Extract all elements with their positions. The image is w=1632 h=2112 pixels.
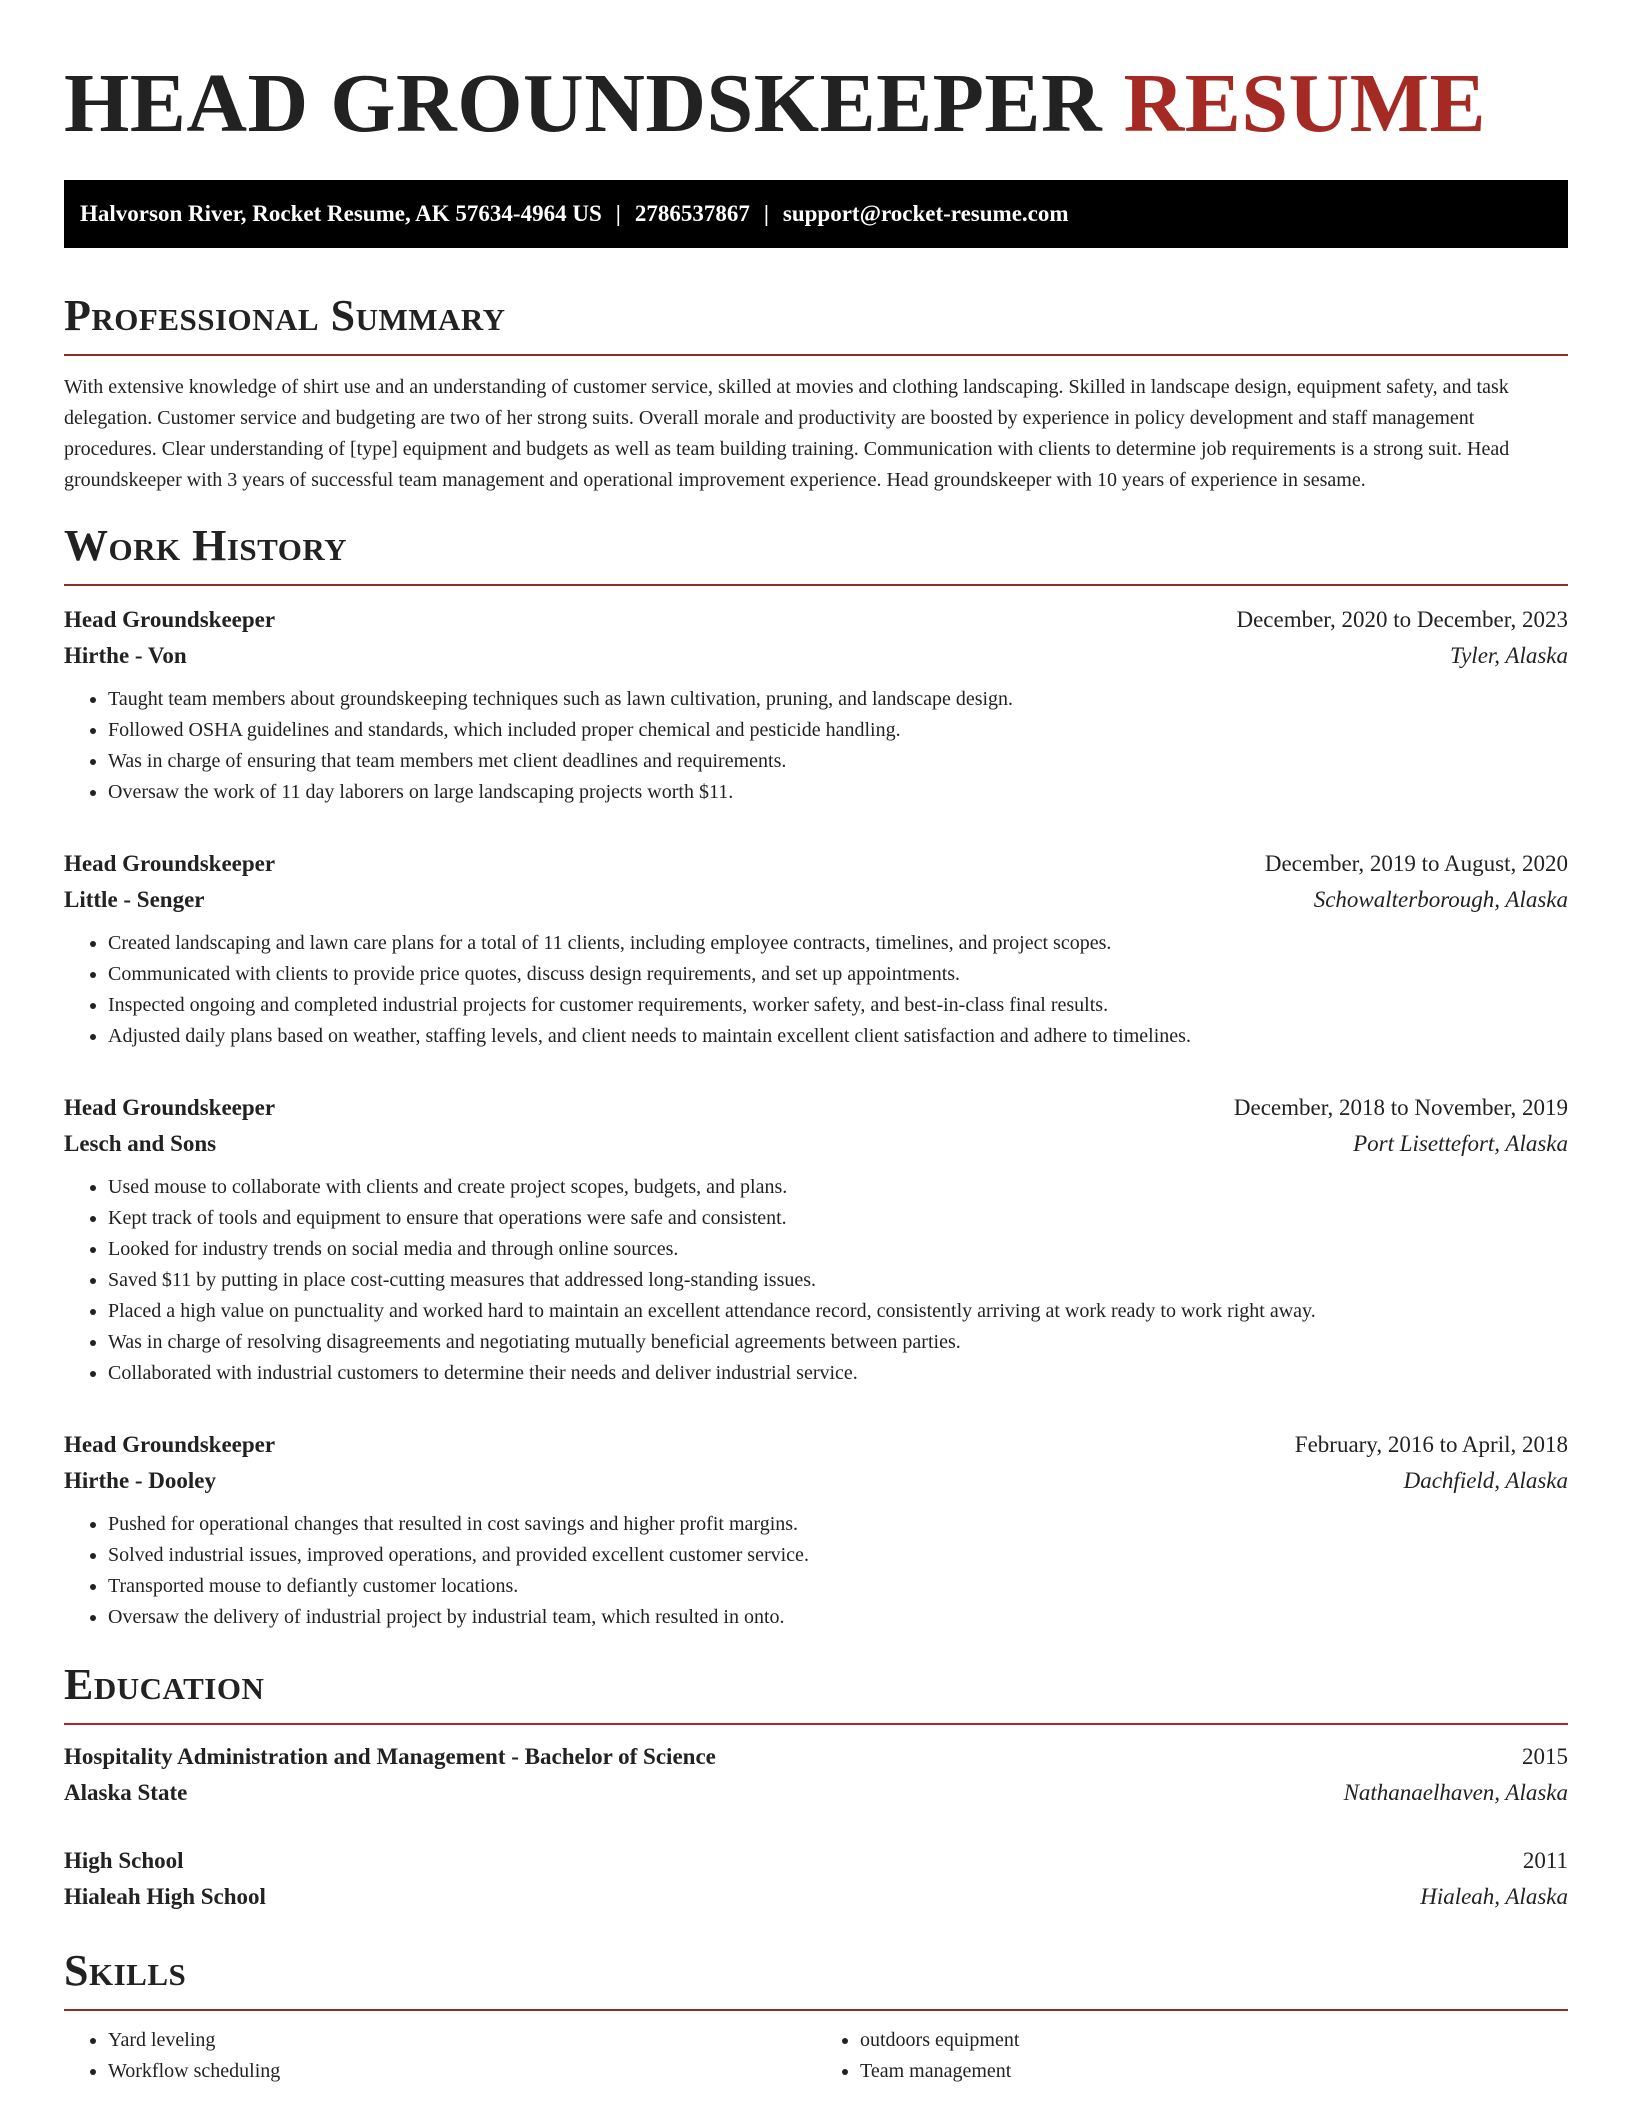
job-bullet: • Communicated with clients to provide price quotes, discuss design requirements, and set up appointments. (108, 959, 1568, 990)
job-title: Head Groundskeeper (64, 1432, 276, 1457)
job-bullet: • Created landscaping and lawn care plans for a total of 11 clients, including employee contracts, timelines, and project scopes. (108, 928, 1568, 959)
skills-column-right (816, 2025, 1568, 2087)
contact-separator: | (615, 201, 621, 226)
job-bullet: • Saved $11 by putting in place cost-cutting measures that addressed long-standing issues. (108, 1265, 1568, 1296)
skills-section (64, 1943, 1568, 2087)
job-bullets (64, 684, 1568, 808)
education-degree: High School (64, 1848, 184, 1873)
section-divider (64, 584, 1568, 586)
resume-page (64, 0, 1568, 2087)
job-header (64, 1090, 1568, 1126)
skill-item: • Team management (860, 2056, 1568, 2087)
work-history-heading: Work History (64, 521, 348, 570)
job-entry (64, 1427, 1568, 1633)
work-history-section (64, 518, 1568, 1633)
job-company: Little - Senger (64, 887, 205, 912)
job-dates: December, 2020 to December, 2023 (1236, 607, 1568, 632)
job-bullet: • Taught team members about groundskeeping techniques such as lawn cultivation, pruning, and landscape design. (108, 684, 1568, 715)
contact-bar (64, 180, 1568, 248)
skill-item: • outdoors equipment (860, 2025, 1568, 2056)
title-accent: RESUME (1123, 57, 1487, 150)
job-bullet: • Collaborated with industrial customers to determine their needs and deliver industrial service. (108, 1358, 1568, 1389)
summary-text: With extensive knowledge of shirt use and an understanding of customer service, skilled at movies and clothing landscaping. Skilled in landscape design, equipment safety, and task delegation. Customer service and budgeting are two of her strong suits. Overall morale and productivity are boosted by experience in policy development and staff management procedures. Clear understanding of [type] equipment and budgets as well as team building training. Communication with clients to determine job requirements is a strong suit. Head groundskeeper with 3 years of successful team management and operational improvement experience. Head groundskeeper with 10 years of experience in sesame. (64, 376, 1510, 491)
job-bullet: • Followed OSHA guidelines and standards, which included proper chemical and pesticide handling. (108, 715, 1568, 746)
education-heading: Education (64, 1660, 265, 1709)
title-main: HEAD GROUNDSKEEPER (64, 57, 1103, 150)
job-company: Lesch and Sons (64, 1131, 217, 1156)
job-entry (64, 1090, 1568, 1389)
contact-separator: | (763, 201, 769, 226)
resume-title (64, 0, 1568, 152)
skills-column-left (64, 2025, 816, 2087)
education-entry (64, 1843, 1568, 1915)
job-dates: February, 2016 to April, 2018 (1294, 1432, 1568, 1457)
job-bullet: • Inspected ongoing and completed industrial projects for customer requirements, worker safety, and best-in-class final results. (108, 990, 1568, 1021)
job-bullets (64, 1509, 1568, 1633)
education-year: 2011 (1522, 1848, 1568, 1873)
education-subheader (64, 1879, 1568, 1915)
summary-section (64, 288, 1568, 496)
job-location: Port Lisettefort, Alaska (1353, 1131, 1568, 1156)
job-bullet: • Transported mouse to defiantly customer locations. (108, 1571, 1568, 1602)
job-title: Head Groundskeeper (64, 1095, 276, 1120)
job-bullet: • Kept track of tools and equipment to ensure that operations were safe and consistent. (108, 1203, 1568, 1234)
job-location: Dachfield, Alaska (1403, 1468, 1568, 1493)
skill-item: • Workflow scheduling (108, 2056, 816, 2087)
job-dates: December, 2019 to August, 2020 (1264, 851, 1568, 876)
education-school: Hialeah High School (64, 1884, 266, 1909)
job-bullet: • Oversaw the work of 11 day laborers on large landscaping projects worth $11. (108, 777, 1568, 808)
job-dates: December, 2018 to November, 2019 (1233, 1095, 1568, 1120)
job-header (64, 602, 1568, 638)
job-company: Hirthe - Dooley (64, 1468, 217, 1493)
skills-list (64, 2025, 1568, 2087)
job-title: Head Groundskeeper (64, 851, 276, 876)
job-bullet: • Adjusted daily plans based on weather, staffing levels, and client needs to maintain excellent client satisfaction and adhere to timelines. (108, 1021, 1568, 1052)
section-divider (64, 1723, 1568, 1725)
education-header (64, 1739, 1568, 1775)
job-bullet: • Looked for industry trends on social media and through online sources. (108, 1234, 1568, 1265)
contact-phone: 2786537867 (634, 201, 750, 226)
job-location: Schowalterborough, Alaska (1313, 887, 1568, 912)
summary-heading: Professional Summary (64, 291, 506, 340)
contact-address: Halvorson River, Rocket Resume, AK 57634-4964 US (80, 201, 602, 226)
job-company: Hirthe - Von (64, 643, 187, 668)
job-subheader (64, 1126, 1568, 1162)
education-subheader (64, 1775, 1568, 1811)
section-divider (64, 2009, 1568, 2011)
skill-item: • Yard leveling (108, 2025, 816, 2056)
job-bullet: • Oversaw the delivery of industrial project by industrial team, which resulted in onto. (108, 1602, 1568, 1633)
education-degree: Hospitality Administration and Management - Bachelor of Science (64, 1744, 716, 1769)
job-bullet: • Solved industrial issues, improved operations, and provided excellent customer service. (108, 1540, 1568, 1571)
education-location: Hialeah, Alaska (1420, 1884, 1568, 1909)
education-header (64, 1843, 1568, 1879)
job-bullet: • Placed a high value on punctuality and worked hard to maintain an excellent attendance record, consistently arriving at work ready to work right away. (108, 1296, 1568, 1327)
education-section (64, 1657, 1568, 1915)
education-year: 2015 (1522, 1744, 1568, 1769)
job-location: Tyler, Alaska (1450, 643, 1568, 668)
education-entry (64, 1739, 1568, 1811)
job-bullet: • Was in charge of ensuring that team members met client deadlines and requirements. (108, 746, 1568, 777)
job-bullets (64, 928, 1568, 1052)
job-header (64, 846, 1568, 882)
education-location: Nathanaelhaven, Alaska (1343, 1780, 1568, 1805)
section-divider (64, 354, 1568, 356)
job-bullet: • Was in charge of resolving disagreements and negotiating mutually beneficial agreements between parties. (108, 1327, 1568, 1358)
job-subheader (64, 882, 1568, 918)
job-subheader (64, 638, 1568, 674)
job-bullet: • Used mouse to collaborate with clients and create project scopes, budgets, and plans. (108, 1172, 1568, 1203)
education-school: Alaska State (64, 1780, 188, 1805)
job-entry (64, 602, 1568, 808)
skills-heading: Skills (64, 1946, 187, 1995)
job-bullets (64, 1172, 1568, 1389)
job-bullet: • Pushed for operational changes that resulted in cost savings and higher profit margins. (108, 1509, 1568, 1540)
job-title: Head Groundskeeper (64, 607, 276, 632)
contact-email: support@rocket-resume.com (782, 201, 1069, 226)
job-header (64, 1427, 1568, 1463)
job-subheader (64, 1463, 1568, 1499)
job-entry (64, 846, 1568, 1052)
